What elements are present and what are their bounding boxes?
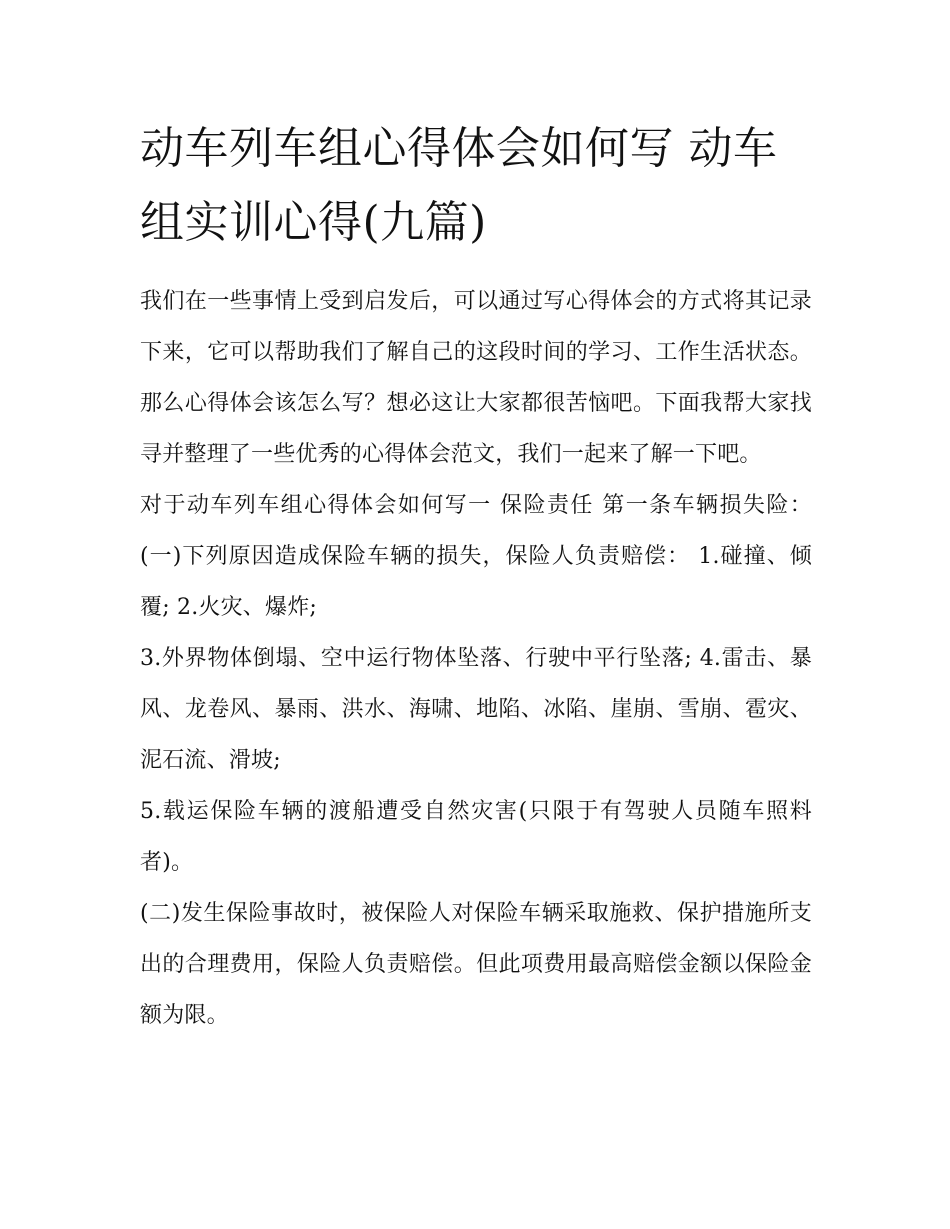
intro-paragraph: 我们在一些事情上受到启发后，可以通过写心得体会的方式将其记录下来，它可以帮助我们了解自己的这段时间的学习、工作生活状态。那么心得体会该怎么写？想必这让大家都很苦恼吧。下面我帮大家找寻并整理了一些优秀的心得体会范文，我们一起来了解一下吧。	[140, 289, 812, 467]
document-title: 动车列车组心得体会如何写 动车组实训心得(九篇)	[140, 123, 778, 248]
document-page	[140, 112, 812, 1041]
body-paragraph-3: 5.载运保险车辆的渡船遭受自然灾害(只限于有驾驶人员随车照料者)。	[140, 799, 812, 875]
body-paragraph-2: 3.外界物体倒塌、空中运行物体坠落、行驶中平行坠落; 4.雷击、暴风、龙卷风、暴雨、洪水、海啸、地陷、冰陷、崖崩、雪崩、雹灾、泥石流、滑坡;	[140, 646, 812, 773]
body-paragraph-1: 对于动车列车组心得体会如何写一 保险责任 第一条车辆损失险： (一)下列原因造成保险车辆的损失，保险人负责赔偿： 1.碰撞、倾覆; 2.火灾、爆炸;	[140, 493, 812, 620]
body-paragraph-4: (二)发生保险事故时，被保险人对保险车辆采取施救、保护措施所支出的合理费用，保险人负责赔偿。但此项费用最高赔偿金额以保险金额为限。	[140, 901, 812, 1028]
